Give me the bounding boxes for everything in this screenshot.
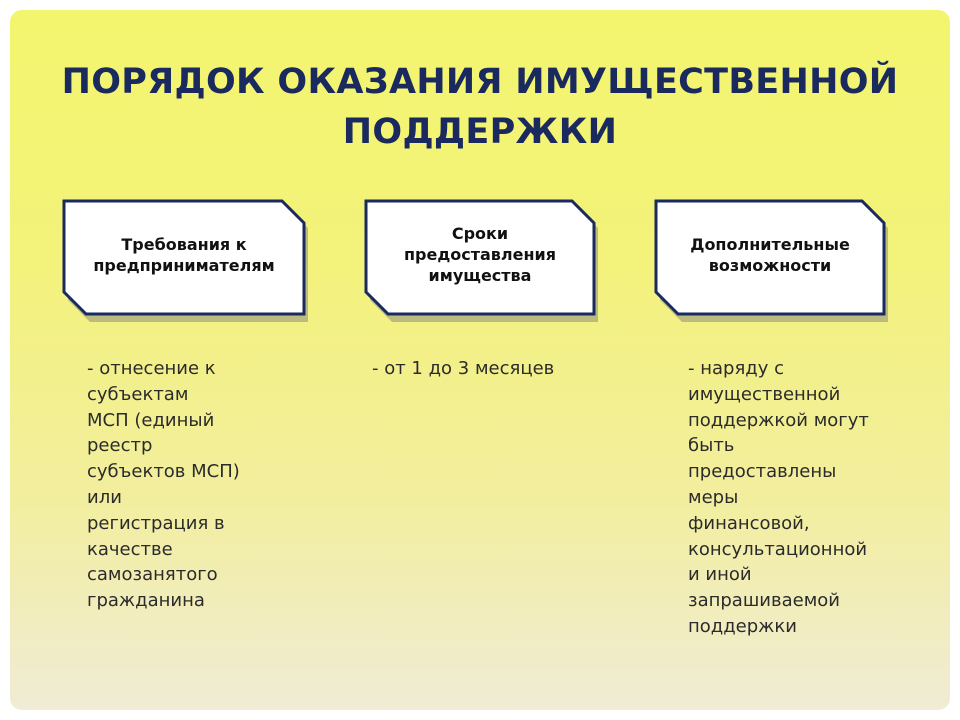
requirements-desc-line: самозанятого [87, 564, 218, 586]
extra-options-desc-line: - наряду с [688, 358, 784, 379]
terms-box-line-2: предоставления [403, 245, 557, 264]
requirements-box-line-2: предпринимателям [93, 255, 275, 275]
extra-options-desc-line: финансовой, [688, 512, 810, 534]
requirements-box-label [76, 201, 292, 308]
requirements-desc-line: субъектам [87, 383, 189, 405]
extra-options-desc-line: предоставлены [688, 461, 837, 483]
extra-options-box-line-2: возможности [708, 255, 832, 275]
requirements-desc-line: или [87, 486, 122, 508]
terms-box-line-1: Сроки [451, 224, 509, 243]
requirements-description [87, 356, 240, 614]
requirements-desc-line: - отнесение к [87, 358, 216, 379]
page-title [10, 57, 950, 157]
extra-options-desc-line: имущественной [688, 383, 841, 405]
extra-options-box [656, 201, 884, 314]
extra-options-desc-line: поддержки [688, 615, 797, 637]
slide-background [10, 10, 950, 710]
title-line-1: ПОРЯДОК ОКАЗАНИЯ ИМУЩЕСТВЕННОЙ [61, 62, 899, 102]
title-line-2: ПОДДЕРЖКИ [342, 112, 618, 152]
requirements-box-line-1: Требования к [121, 234, 247, 254]
extra-options-description [688, 356, 869, 640]
terms-box [366, 201, 594, 314]
extra-options-desc-line: быть [688, 435, 735, 457]
extra-options-box-line-1: Дополнительные [690, 234, 850, 254]
requirements-desc-line: реестр [87, 435, 153, 457]
requirements-desc-line: субъектов МСП) [87, 461, 240, 483]
requirements-desc-line: МСП (единый [87, 409, 215, 431]
requirements-desc-line: гражданина [87, 590, 205, 612]
terms-box-line-3: имущества [428, 266, 532, 285]
extra-options-desc-line: запрашиваемой [688, 590, 840, 612]
extra-options-desc-line: и иной [688, 564, 752, 586]
extra-options-desc-line: меры [688, 486, 739, 508]
terms-description [372, 356, 554, 382]
requirements-desc-line: качестве [87, 538, 173, 560]
extra-options-desc-line: консультационной [688, 538, 868, 560]
terms-box-label [378, 201, 582, 308]
extra-options-box-label [668, 201, 872, 308]
requirements-desc-line: регистрация в [87, 512, 225, 534]
extra-options-desc-line: поддержкой могут [688, 409, 869, 431]
requirements-box [64, 201, 304, 314]
terms-desc-line: - от 1 до 3 месяцев [372, 358, 555, 379]
